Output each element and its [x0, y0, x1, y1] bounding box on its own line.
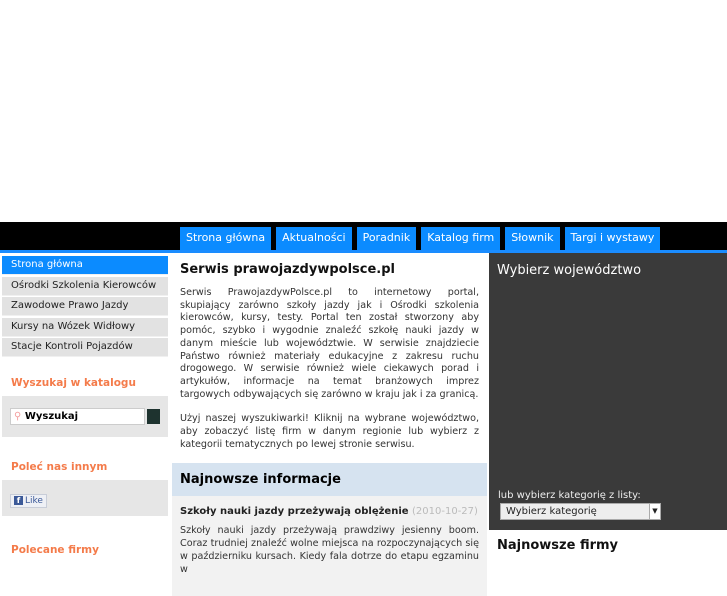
intro-paragraph: Serwis PrawojazdywPolsce.pl to internetowy portal, skupiający zarówno szkoły jazdy jak i Ośrodki szkolenia kierowców, kursy, testy. Portal ten został stworzony aby pomóc, szybko i wygodnie znaleźć szkołę nauki jazdy w danym mieście lub województwie. W serwisie znajdziecie Państwo również materiały edukacyjne z zakresu ruchu drogowego. W serwisie również wiele ciekawych porad i artykułów, informacje na temat branżowych imprez targowych odbywających się zarówno w kraju jak i za granicą. — [180, 287, 479, 400]
main-nav — [180, 227, 660, 250]
facebook-like-button[interactable] — [10, 494, 47, 508]
nav-home[interactable]: Strona główna — [180, 227, 271, 250]
page-title: Serwis prawojazdywpolsce.pl — [180, 262, 395, 277]
search-box — [2, 396, 168, 437]
recommend-box — [2, 480, 168, 516]
sidebar-item-home[interactable]: Strona główna — [2, 256, 168, 275]
news-list — [172, 496, 487, 596]
region-title: Wybierz województwo — [497, 263, 642, 278]
newest-firms-title: Najnowsze firmy — [497, 538, 619, 553]
news-item-text: Szkoły nauki jazdy przeżywają prawdziwy jesienny boom. Coraz trudniej znaleźć wolne miejsca na rozpoczynających się w październiku kursach. Kiedy fala dotrze do etapu egzaminu w — [180, 525, 479, 575]
featured-title: Polecane firmy — [11, 544, 99, 556]
category-select[interactable] — [500, 503, 661, 520]
chevron-down-icon: ▼ — [649, 504, 660, 519]
search-input[interactable] — [10, 408, 145, 425]
nav-guide[interactable]: Poradnik — [357, 227, 417, 250]
sidebar — [2, 256, 168, 563]
news-title-text[interactable]: Szkoły nauki jazdy przeżywają oblężenie — [180, 506, 409, 518]
facebook-icon: f — [14, 496, 23, 505]
category-select-value: Wybierz kategorię — [506, 506, 597, 517]
like-label: Like — [25, 496, 43, 506]
nav-news[interactable]: Aktualności — [276, 227, 352, 250]
search-title: Wyszukaj w katalogu — [11, 377, 136, 389]
news-heading: Najnowsze informacje — [172, 463, 487, 496]
sidebar-item-osk[interactable]: Ośrodki Szkolenia Kierowców — [2, 277, 168, 296]
sidebar-menu — [2, 256, 168, 357]
sidebar-item-forklift[interactable]: Kursy na Wózek Widłowy — [2, 318, 168, 337]
search-button[interactable] — [147, 409, 160, 424]
search-placeholder: Wyszukaj — [24, 411, 79, 422]
region-panel — [489, 253, 727, 530]
search-paragraph: Użyj naszej wyszukiwarki! Kliknij na wybrane województwo, aby zobaczyć listę firm w danym regionie lub wybierz z kategorii tematycznych po lewej stronie serwisu. — [180, 413, 479, 450]
nav-fairs[interactable]: Targi i wystawy — [565, 227, 661, 250]
sidebar-item-professional[interactable]: Zawodowe Prawo Jazdy — [2, 297, 168, 316]
news-item-title[interactable] — [180, 506, 479, 517]
nav-catalog[interactable]: Katalog firm — [421, 227, 500, 250]
news-date: (2010-10-27) — [412, 506, 478, 518]
category-label: lub wybierz kategorię z listy: — [498, 490, 641, 501]
recommend-title: Poleć nas innym — [11, 461, 108, 473]
sidebar-item-inspection[interactable]: Stacje Kontroli Pojazdów — [2, 338, 168, 357]
search-icon: ⚲ — [14, 411, 25, 422]
nav-dictionary[interactable]: Słownik — [505, 227, 559, 250]
